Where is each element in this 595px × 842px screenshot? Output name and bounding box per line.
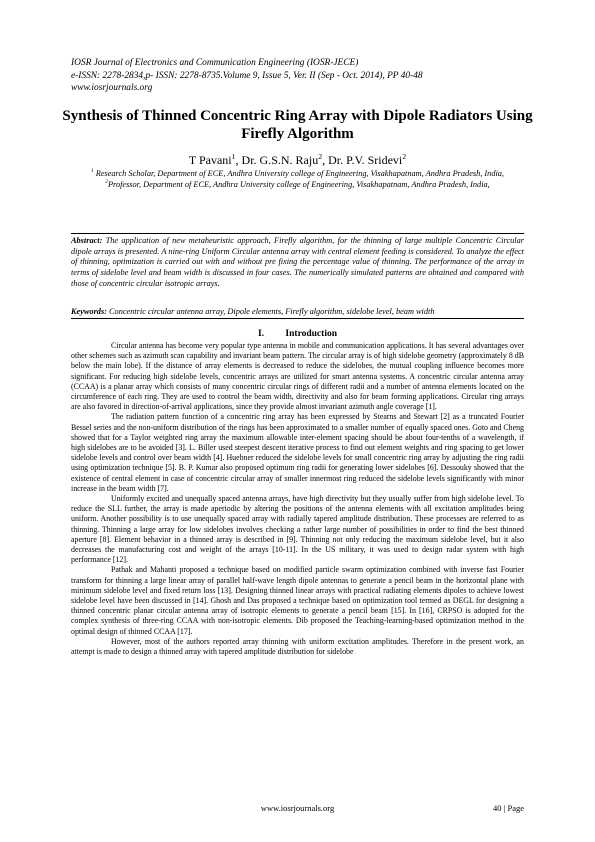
section-heading: I. Introduction [257,329,337,339]
author-name: T Pavani [188,153,232,167]
abstract-top-rule [71,233,524,234]
journal-website[interactable]: www.iosrjournals.org [71,83,153,93]
paragraph: However, most of the authors reported array thinning with uniform excitation amplitudes. Therefore in the present work, an attempt is made to design a thinned array with tapered amplitude distribution for sidelobe [71,636,524,657]
keywords-bottom-rule [71,318,524,319]
paper-title: Synthesis of Thinned Concentric Ring Array with Dipole Radiators Using Firefly Algorithm [62,108,533,142]
body-text [71,341,524,657]
affiliation-text: Professor, Department of ECE, Andhra University college of Engineering, Visakhapatnam, Andhra Pradesh, India, [107,180,490,189]
author-name: , Dr. G.S.N. Raju [235,153,319,167]
journal-issn: e-ISSN: 2278-2834,p- ISSN: 2278-8735.Volume 9, Issue 5, Ver. II (Sep - Oct. 2014), PP 40-48 [71,70,423,81]
footer-website[interactable]: www.iosrjournals.org [260,803,335,813]
paragraph: Uniformly excited and unequally spaced antenna arrays, have high directivity but they usually suffer from high sidelobe level. To reduce the SLL further, the array is made aperiodic by altering the positions of the antenna elements with all excitation amplitudes being uniform. Another possibility is to use unequally spaced array with radially tapered amplitude distribution. These processes are referred to as thinning. Thinning a large array for low sidelobes involves checking a rather large number of possibilities in order to find the best thinned aperture [8]. Element behavior in a thinned array is described in [9]. Thinning not only reducing the maximum sidelobe level, but it also decreases the manufacturing cost and weight of the arrays [10-11]. In the US military, it was used to design radar system with high performance [12]. [71,494,524,565]
affiliation-1 [72,168,523,179]
affiliations [72,168,523,190]
keywords-label: Keywords: [71,307,107,316]
affiliation-superscript: 1 [90,168,94,175]
author-superscript: 2 [318,152,323,161]
affiliation-superscript: 2 [105,179,108,186]
paragraph: Circular antenna has become very popular type antenna in mobile and communication applications. It has several advantages over other schemes such as azimuth scan capability and invariant beam pattern. The circular array is of high sidelobe geometry (approximately 8 dB below the main lobe). If the distance of array elements is decreased to reduce the sidelobes, the mutual coupling influence becomes more significant. For reducing high sidelobe levels, concentric arrays are utilized for smart antenna systems. A concentric circular antenna array (CCAA) is a planar array which consists of many concentric circular rings of different radii and a number of antenna elements located on the circumference of each ring. They are used to control the beam width, directivity and also for beam forming applications. Circular ring arrays are also favored in direction-of-arrival applications, since they provide almost invariant azimuth angle coverage [1]. [71,341,524,412]
abstract [71,236,524,290]
author-superscript: 2 [402,152,407,161]
keywords [71,306,524,317]
abstract-label: Abstract: [71,236,103,245]
paragraph: The radiation pattern function of a concentric ring array has been expressed by Stearns and Stewart [2] as a truncated Fourier Bessel series and the non-uniform distribution of the rings has been approximated to a smaller number of equally spaced ones. Goto and Cheng showed that for a Taylor weighted ring array the maximum allowable inter-element spacing should be about four-tenths of a wavelength, if high sidelobes are to be avoided [3]. L. Biller used steepest descent iterative process to find out element weights and ring spacing to get lower sidelobe levels and control over beam width [4]. Huebner reduced the sidelobe levels for small concentric ring array by adjusting the ring radii using optimization technique [5]. B. P. Kumar also proposed optimum ring radii for generating lower sidelobes [6]. Dessouky showed that the existence of central element in case of concentric circular array of smaller innermost ring reduced the sidelobe levels significantly with minor increase in the beam width [7]. [71,412,524,493]
author-list [60,153,535,167]
journal-name: IOSR Journal of Electronics and Communication Engineering (IOSR-JECE) [71,58,359,68]
affiliation-2 [72,179,523,190]
keywords-text: Concentric circular antenna array, Dipole elements, Firefly algorithm, sidelobe level, beam width [106,307,435,316]
journal-header [71,57,531,95]
author-superscript: 1 [231,152,236,161]
page-number: 40 | Page [493,803,524,813]
author-name: , Dr. P.V. Sridevi [322,153,403,167]
abstract-text: The application of new metaheuristic approach, Firefly algorithm, for the thinning of large multiple Concentric Circular dipole arrays is presented. A nine-ring Uniform Circular antenna array with central element feeding is considered. To analyze the effect of thinning, optimization is carried out with and without pre fixing the percentage value of thinning. The performance of the array in terms of sidelobe level and beam width is discussed in four cases. The numerically simulated patterns are obtained and compared with those of concentric circular isotropic arrays. [71,236,524,288]
paragraph: Pathak and Mahanti proposed a technique based on modified particle swarm optimization combined with inverse fast Fourier transform for thinning a large linear array of parallel half-wave length dipole antennas to generate a pencil beam in the horizontal plane with minimum sidelobe level and fixed return loss [13]. Designing thinned linear arrays with practical radiating elements dipoles to achieve lowest sidelobe level have been discussed in [14]. Ghosh and Das proposed a technique based on optimization tool termed as DEGL for designing a thinned concentric planar circular antenna array of isotropic elements to generate a pencil beam [15]. In [16], CRPSO is adopted for the complex synthesis of three-ring CCAA with non-isotropic elements. Dib proposed the Teaching-learning-based optimization method in the optimal design of thinned CCAA [17]. [71,565,524,636]
affiliation-text: Research Scholar, Department of ECE, Andhra University college of Engineering, Visakhapatnam, Andhra Pradesh, India, [93,169,505,178]
